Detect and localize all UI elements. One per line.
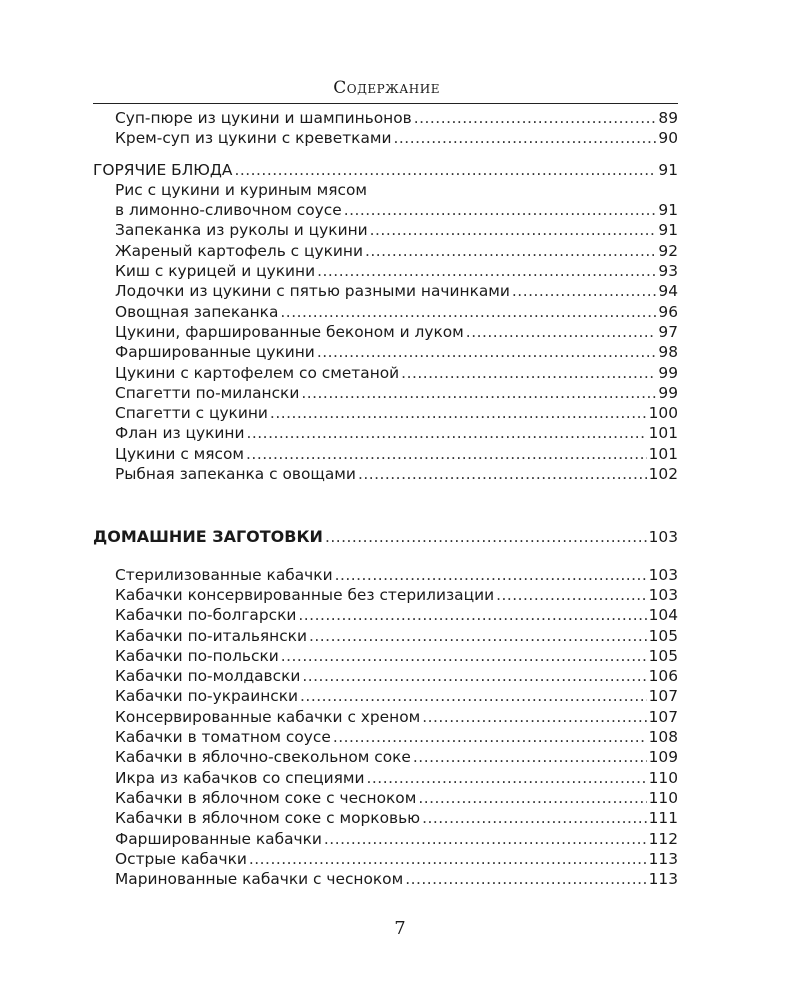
toc-page-number: 91 (658, 201, 678, 220)
toc-leader-dots (309, 627, 647, 645)
toc-leader-dots (367, 769, 647, 787)
toc-page-number: 112 (648, 829, 678, 848)
toc-entry-title: Кабачки по-итальянски (115, 626, 307, 645)
toc-page-number: 97 (658, 322, 678, 341)
toc-entry[interactable] (93, 364, 678, 384)
toc-entry-title: Киш с курицей и цукини (115, 262, 316, 281)
toc-entry-title: Флан из цукини (115, 424, 245, 443)
toc-entry-title: Кабачки консервированные без стерилизации (115, 585, 495, 604)
toc-entry-title: Фаршированные кабачки (115, 829, 322, 848)
toc-page-number: 109 (648, 748, 678, 767)
toc-page-number: 89 (658, 109, 678, 127)
toc-entry[interactable] (93, 809, 678, 829)
toc-leader-dots (317, 343, 657, 361)
toc-entry-title: Кабачки в томатном соусе (115, 728, 331, 747)
toc-leader-dots (270, 404, 647, 422)
toc-leader-dots (300, 687, 647, 705)
toc-leader-dots (325, 528, 647, 546)
toc-entry-title: Стерилизованные кабачки (115, 565, 333, 584)
toc-entry[interactable] (93, 262, 678, 282)
toc-leader-dots (247, 424, 647, 442)
running-header-title: Содержание (333, 78, 440, 98)
toc-entry[interactable] (93, 830, 678, 850)
toc-entry[interactable] (93, 303, 678, 323)
toc-entry[interactable] (93, 789, 678, 809)
toc-leader-dots (333, 728, 647, 746)
toc-page-number: 111 (648, 809, 678, 828)
toc-leader-dots (324, 830, 647, 848)
toc-entry-title: Рыбная запеканка с овощами (115, 465, 356, 484)
toc-entry[interactable] (93, 129, 678, 149)
page-number: 7 (394, 918, 406, 939)
table-of-contents (93, 109, 678, 890)
toc-page-number: 113 (648, 849, 678, 868)
toc-entry[interactable] (93, 667, 678, 687)
toc-leader-dots (234, 161, 656, 179)
toc-entry[interactable] (93, 627, 678, 647)
toc-page-number: 103 (648, 585, 678, 604)
toc-page-number: 110 (648, 768, 678, 787)
toc-page-number: 105 (648, 626, 678, 645)
toc-entry[interactable] (93, 850, 678, 870)
toc-page-number: 101 (648, 424, 678, 443)
toc-page-number: 107 (648, 687, 678, 706)
toc-page-number: 91 (658, 221, 678, 240)
toc-entry[interactable] (93, 708, 678, 728)
toc-entry-title: Кабачки по-украински (115, 687, 299, 706)
toc-leader-dots (413, 748, 647, 766)
toc-entry-title: в лимонно-сливочном соусе (115, 201, 342, 220)
toc-entry[interactable] (93, 343, 678, 363)
toc-entry-title: Острые кабачки (115, 849, 247, 868)
toc-page-number: 96 (658, 302, 678, 321)
toc-page-number: 99 (658, 383, 678, 402)
toc-page-number: 94 (658, 282, 678, 301)
toc-section-hot-dishes[interactable] (93, 161, 678, 181)
toc-section-title: ДОМАШНИЕ ЗАГОТОВКИ (93, 527, 323, 547)
toc-entry-title: Маринованные кабачки с чесноком (115, 870, 404, 889)
toc-entry-title: Кабачки по-молдавски (115, 667, 301, 686)
toc-entry-title: Цукини, фаршированные беконом и луком (115, 322, 464, 341)
toc-entry-title: Рис с цукини и куриным мясом (115, 180, 367, 199)
toc-page-number: 90 (658, 129, 678, 148)
toc-page-number: 110 (648, 788, 678, 807)
toc-entry-title: Спагетти с цукини (115, 404, 268, 423)
toc-leader-dots (280, 303, 656, 321)
toc-leader-dots (298, 606, 646, 624)
toc-entry[interactable] (93, 586, 678, 606)
toc-entry-title: Кабачки по-польски (115, 646, 279, 665)
toc-entry[interactable] (93, 465, 678, 485)
toc-entry-title: Крем-суп из цукини с креветками (115, 129, 392, 148)
toc-page-number: 99 (658, 363, 678, 382)
toc-entry-title: Кабачки в яблочно-свекольном соке (115, 748, 411, 767)
toc-group-hot-dishes (93, 221, 678, 485)
toc-entry[interactable] (93, 728, 678, 748)
toc-leader-dots (281, 647, 647, 665)
toc-entry-title: Спагетти по-милански (115, 383, 300, 402)
toc-entry-title: Лодочки из цукини с пятью разными начинками (115, 282, 510, 301)
toc-page-number: 100 (648, 404, 678, 423)
toc-leader-dots (246, 445, 647, 463)
toc-entry-title: Консервированные кабачки с хреном (115, 707, 421, 726)
toc-entry-title: Цукини с картофелем со сметаной (115, 363, 400, 382)
toc-entry-title: Цукини с мясом (115, 444, 245, 463)
toc-entry[interactable] (93, 769, 678, 789)
toc-entry[interactable] (93, 647, 678, 667)
toc-entry[interactable] (93, 687, 678, 707)
toc-page-number: 106 (648, 667, 678, 686)
toc-entry-title: Суп-пюре из цукини и шампиньонов (115, 109, 412, 127)
toc-leader-dots (414, 109, 657, 127)
toc-section-preserves[interactable] (93, 527, 678, 547)
toc-page-number: 108 (648, 728, 678, 747)
toc-entry[interactable] (93, 181, 678, 201)
toc-entry[interactable] (93, 566, 678, 586)
toc-section-title: ГОРЯЧИЕ БЛЮДА (93, 160, 233, 179)
toc-entry[interactable] (93, 404, 678, 424)
toc-page-number: 91 (658, 160, 678, 179)
toc-entry[interactable] (93, 201, 678, 221)
toc-entry[interactable] (93, 221, 678, 241)
header-rule (93, 103, 678, 104)
toc-leader-dots (422, 809, 647, 827)
toc-entry[interactable] (93, 109, 678, 129)
toc-leader-dots (422, 708, 646, 726)
toc-entry[interactable] (93, 384, 678, 404)
toc-leader-dots (405, 870, 646, 888)
toc-entry[interactable] (93, 323, 678, 343)
toc-entry-title: Жареный картофель с цукини (115, 241, 363, 260)
toc-leader-dots (401, 364, 656, 382)
toc-entry[interactable] (93, 445, 678, 465)
toc-entry[interactable] (93, 748, 678, 768)
toc-entry-title: Кабачки в яблочном соке с чесноком (115, 788, 417, 807)
toc-leader-dots (249, 850, 647, 868)
toc-page-number: 92 (658, 241, 678, 260)
toc-leader-dots (466, 323, 657, 341)
toc-entry-title: Овощная запеканка (115, 302, 279, 321)
toc-page-number: 103 (648, 565, 678, 584)
toc-entry[interactable] (93, 424, 678, 444)
toc-leader-dots (358, 465, 647, 483)
toc-page-number: 102 (648, 465, 678, 484)
toc-leader-dots (512, 282, 657, 300)
toc-page-number: 98 (658, 343, 678, 362)
toc-page-number: 113 (648, 870, 678, 889)
toc-leader-dots (302, 667, 646, 685)
running-header (93, 78, 678, 98)
toc-entry[interactable] (93, 242, 678, 262)
toc-entry[interactable] (93, 282, 678, 302)
toc-leader-dots (335, 566, 647, 584)
toc-leader-dots (344, 201, 657, 219)
toc-entry[interactable] (93, 606, 678, 626)
toc-entry[interactable] (93, 870, 678, 890)
toc-leader-dots (394, 129, 657, 147)
toc-page-number: 105 (648, 646, 678, 665)
toc-entry-title: Фаршированные цукини (115, 343, 315, 362)
toc-group-soups (93, 109, 678, 150)
toc-entry-title: Кабачки в яблочном соке с морковью (115, 809, 421, 828)
toc-page-number: 101 (648, 444, 678, 463)
toc-page-number: 107 (648, 707, 678, 726)
toc-entry-title: Кабачки по-болгарски (115, 606, 297, 625)
toc-page-number: 103 (648, 528, 678, 547)
toc-leader-dots (301, 384, 656, 402)
toc-entry-title: Запеканка из руколы и цукини (115, 221, 368, 240)
toc-page-number: 104 (648, 606, 678, 625)
toc-entry-title: Икра из кабачков со специями (115, 768, 365, 787)
toc-leader-dots (418, 789, 646, 807)
toc-leader-dots (365, 242, 656, 260)
toc-leader-dots (370, 221, 657, 239)
toc-leader-dots (317, 262, 656, 280)
toc-leader-dots (496, 586, 647, 604)
toc-group-preserves (93, 566, 678, 891)
toc-page-number: 93 (658, 262, 678, 281)
